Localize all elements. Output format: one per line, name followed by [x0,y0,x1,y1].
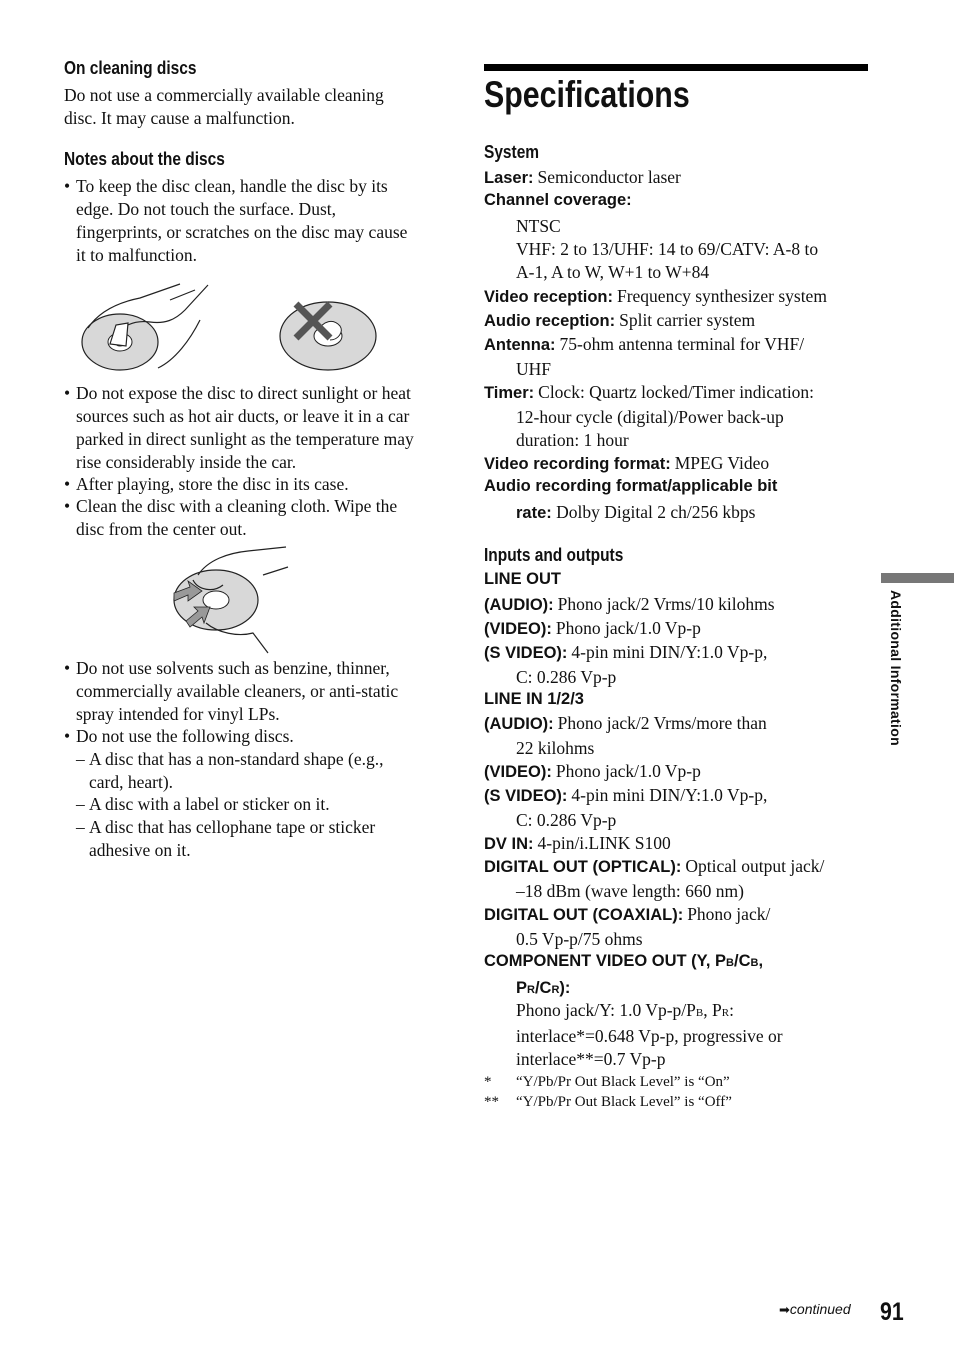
dash-cellophane [76,816,454,862]
spec-value: Dolby Digital 2 ch/256 kbps [556,502,756,522]
continued-text: continued [789,1301,851,1317]
notes-heading: Notes about the discs [64,149,225,169]
spec-value: Frequency synthesizer system [616,286,827,306]
section-tab-label: Additional Information [888,590,904,746]
spec-value: 22 kilohms [516,738,595,758]
bullet-line: Do not expose the disc to direct sunlight or heat [76,383,411,403]
spec-value: 75-ohm antenna terminal for VHF/ [559,334,805,354]
system-heading: System [484,142,540,162]
spec-value: A-1, A to W, W+1 to W+84 [516,262,710,282]
spec-audio-recording-format [484,477,874,496]
bullet-line: Do not use solvents such as benzine, thinner, [76,658,390,678]
bullet-line: Clean the disc with a cleaning cloth. Wipe the [76,496,398,516]
footnote-mark: * [484,1074,492,1090]
spec-value: Clock: Quartz locked/Timer indication: [538,382,815,402]
spec-value: NTSC [516,216,561,236]
spec-value: 0.5 Vp-p/75 ohms [516,929,643,949]
component-values [516,999,876,1071]
spec-label: Video recording format: [484,455,671,473]
continued-indicator [779,1301,851,1318]
bullet-line: disc from the center out. [76,519,247,539]
spec-line-in-video [484,761,874,782]
spec-label: rate: [516,504,552,522]
spec-line-in-svideo [484,785,874,806]
dash-line: A disc with a label or sticker on it. [89,794,330,814]
spec-label: (S VIDEO): [484,644,568,662]
spec-value: 4-pin mini DIN/Y:1.0 Vp-p, [571,785,768,805]
page-number: 91 [880,1298,904,1326]
spec-label: Channel coverage: [484,191,632,209]
spec-line-out-video [484,618,874,639]
spec-line-out-svideo [484,642,874,663]
bullet-dot: • [64,383,71,403]
bullet-dot: • [64,496,71,516]
dash-line: card, heart). [89,772,174,792]
spec-audio-reception [484,310,874,331]
wiping-disc-illustration [168,545,293,655]
spec-video-recording-format [484,453,874,474]
page-title: Specifications [484,74,690,115]
timer-values [516,406,876,452]
spec-value: VHF: 2 to 13/UHF: 14 to 69/CATV: A-8 to [516,239,819,259]
cleaning-heading: On cleaning discs [64,58,197,78]
bullet-line: parked in direct sunlight as the temperature may [76,429,414,449]
spec-value: Phono jack/1.0 Vp-p [555,618,701,638]
spec-value: Phono jack/Y: 1.0 Vp-p/PB, PR: [516,1000,734,1020]
bullet-store [64,473,454,496]
spec-value: C: 0.286 Vp-p [516,667,617,687]
spec-value: Phono jack/2 Vrms/more than [557,713,767,733]
spec-label: Audio recording format/applicable bit [484,477,778,495]
spec-value: 4-pin/i.LINK S100 [537,833,671,853]
bullet-dot: • [64,726,71,746]
spec-label: LINE OUT [484,570,561,588]
bullet-line: fingerprints, or scratches on the disc may cause [76,222,408,242]
section-tab-marker [881,573,954,583]
spec-value: –18 dBm (wave length: 660 nm) [516,881,744,901]
bullet-solvents [64,657,454,726]
audio-recording-format-value [516,501,876,525]
bullet-line: sources such as hot air ducts, or leave it in a car [76,406,410,426]
wrong-handling-illustration [278,296,380,374]
bullet-line: edge. Do not touch the surface. Dust, [76,199,336,219]
spec-label: Audio reception: [484,312,616,330]
bullet-line: Do not use the following discs. [76,726,294,746]
cleaning-line-2: disc. It may cause a malfunction. [64,108,295,128]
spec-antenna [484,334,874,355]
spec-label: Laser: [484,169,534,187]
spec-value: Phono jack/2 Vrms/10 kilohms [557,594,775,614]
spec-digital-out-optical [484,856,874,877]
dash-mark: – [76,794,85,814]
spec-label: (S VIDEO): [484,787,568,805]
dash-mark: – [76,817,85,837]
bullet-line: To keep the disc clean, handle the disc by its [76,176,388,196]
spec-value: C: 0.286 Vp-p [516,810,617,830]
spec-laser [484,167,874,188]
footnote-text: “Y/Pb/Pr Out Black Level” is “On” [516,1074,730,1090]
spec-value: 12-hour cycle (digital)/Power back-up [516,407,784,427]
spec-digital-out-coaxial [484,904,874,925]
bullet-line: spray intended for vinyl LPs. [76,704,280,724]
bullet-clean-handling [64,175,454,267]
inputs-outputs-heading: Inputs and outputs [484,545,624,565]
spec-line-out [484,570,874,589]
spec-channel [484,191,874,210]
spec-timer [484,382,874,403]
spec-dv-in [484,833,874,854]
bullet-line: After playing, store the disc in its case. [76,474,349,494]
spec-value: interlace**=0.7 Vp-p [516,1049,666,1069]
cleaning-paragraph [64,84,454,130]
spec-label: Video reception: [484,288,613,306]
spec-video-reception [484,286,874,307]
dash-label-sticker [76,793,454,816]
cleaning-line-1: Do not use a commercially available cleaning [64,85,384,105]
spec-component-video-out [484,952,874,971]
bullet-dot: • [64,176,71,196]
spec-value: Split carrier system [619,310,756,330]
bullet-clean-cloth [64,495,454,541]
bullet-dot: • [64,474,71,494]
bullet-line: it to malfunction. [76,245,198,265]
bullet-line: commercially available cleaners, or anti-static [76,681,399,701]
footnote-text: “Y/Pb/Pr Out Black Level” is “Off” [516,1094,732,1110]
dash-nonstandard-shape [76,748,454,794]
spec-value: Phono jack/1.0 Vp-p [555,761,701,781]
spec-label: LINE IN 1/2/3 [484,690,584,708]
spec-label: Antenna: [484,336,556,354]
spec-value: duration: 1 hour [516,430,629,450]
dash-mark: – [76,749,85,769]
spec-value: Semiconductor laser [537,167,681,187]
spec-value: interlace*=0.648 Vp-p, progressive or [516,1026,783,1046]
bullet-dot: • [64,658,71,678]
spec-label: DV IN: [484,835,534,853]
arrow-right-icon: ➡ [779,1302,790,1317]
handling-disc-illustration [80,280,220,375]
spec-label: COMPONENT VIDEO OUT (Y, PB/CB, [484,952,764,970]
spec-value: Phono jack/ [687,904,771,924]
title-rule [484,64,868,71]
bullet-sunlight [64,382,454,474]
bullet-line: rise considerably inside the car. [76,452,297,472]
spec-label: (AUDIO): [484,596,554,614]
spec-label: (VIDEO): [484,763,552,781]
dash-line: adhesive on it. [89,840,191,860]
spec-value: MPEG Video [674,453,770,473]
spec-label: PR/CR): [516,979,571,997]
spec-label: DIGITAL OUT (COAXIAL): [484,906,684,924]
bullet-following-discs [64,725,454,748]
spec-line-in-audio [484,713,874,734]
spec-line-out-audio [484,594,874,615]
footnote-mark: ** [484,1094,499,1110]
spec-label: Timer: [484,384,535,402]
spec-value: UHF [516,359,552,379]
spec-line-in [484,690,874,709]
channel-values [516,215,876,284]
spec-value: 4-pin mini DIN/Y:1.0 Vp-p, [571,642,768,662]
dash-line: A disc that has a non-standard shape (e.g., [89,749,384,769]
spec-label: (VIDEO): [484,620,552,638]
spec-value: Optical output jack/ [685,856,825,876]
spec-label: (AUDIO): [484,715,554,733]
dash-line: A disc that has cellophane tape or sticker [89,817,376,837]
spec-label: DIGITAL OUT (OPTICAL): [484,858,682,876]
